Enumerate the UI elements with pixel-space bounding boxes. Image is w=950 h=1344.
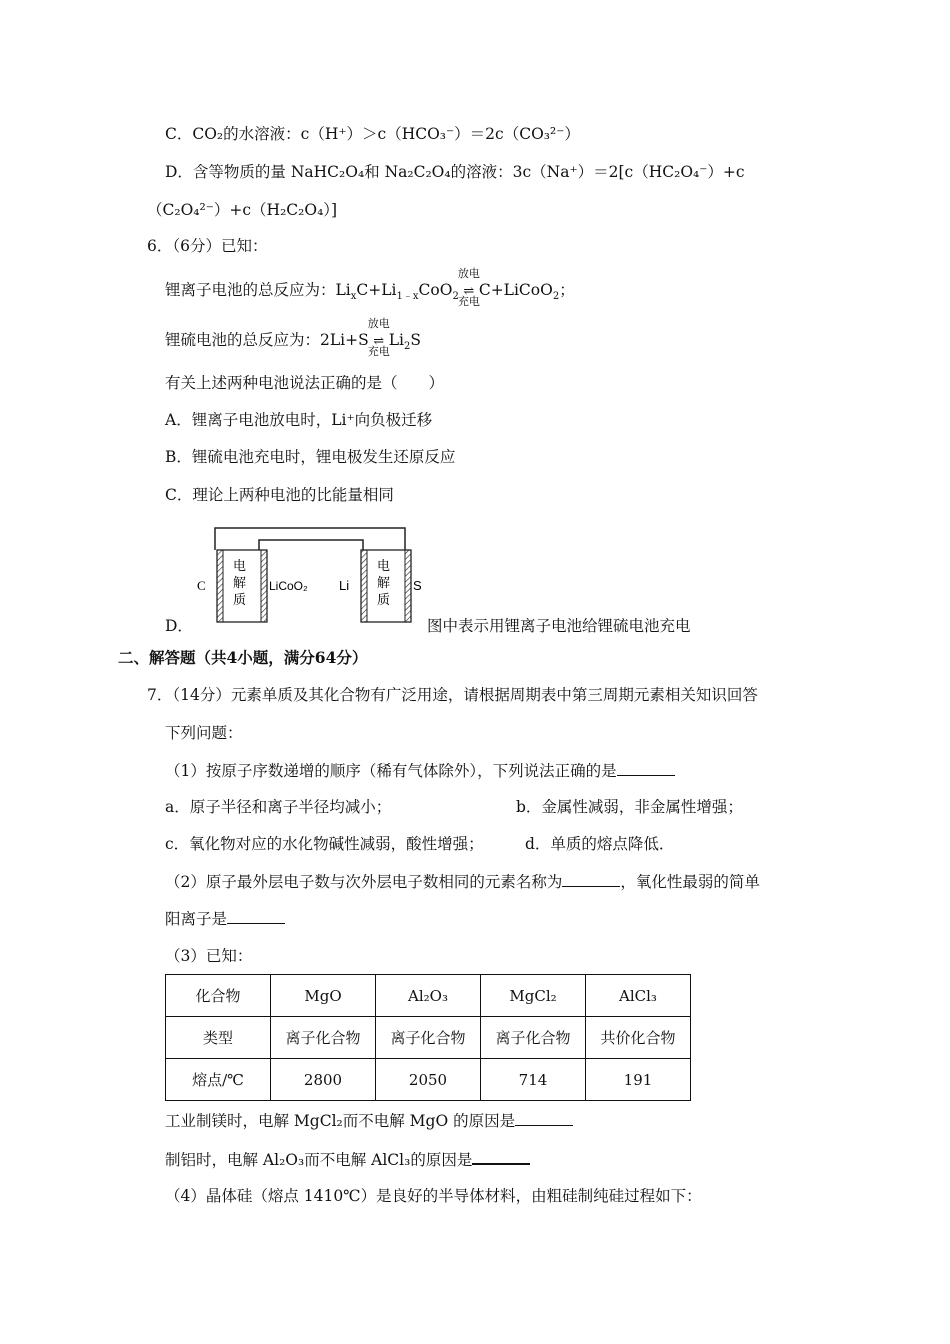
li-ion-sub-x: x [350, 291, 357, 303]
q7-part1-answer-blank[interactable] [617, 761, 675, 776]
q7-part2-text-a: （2）原子最外层电子数与次外层电子数相同的元素名称为 [165, 873, 563, 891]
q7-part4: （4）晶体硅（熔点 1410℃）是良好的半导体材料，由粗硅制纯硅过程如下： [165, 1187, 702, 1205]
q7-part3-al-text: 制铝时，电解 Al₂O₃而不电解 AlCl₃的原因是 [165, 1151, 473, 1169]
discharge-label: 放电 [457, 267, 480, 280]
q7-part3-al-blank[interactable] [472, 1149, 530, 1165]
q7-part2-text-c: 阳离子是 [165, 910, 228, 928]
li-ion-li: Li [335, 281, 351, 299]
q7-part1-c: c．氧化物对应的水化物碱性减弱，酸性增强； [165, 835, 484, 853]
table-cell: AlCl₃ [586, 975, 691, 1017]
table-cell: 离子化合物 [376, 1017, 481, 1059]
q7-part1 [165, 761, 675, 781]
q7-part2-line2 [165, 909, 285, 929]
left-electrode-c [217, 550, 223, 622]
table-row [166, 975, 691, 1017]
li-ion-sub-1x: 1﹣x [396, 291, 419, 303]
melting-point-table [165, 974, 691, 1101]
reversible-arrow-2 [367, 317, 390, 358]
table-cell: 化合物 [166, 975, 271, 1017]
table-cell: 离子化合物 [271, 1017, 376, 1059]
q7-part1-text: （1）按原子序数递增的顺序（稀有气体除外），下列说法正确的是 [165, 762, 617, 780]
label-li: Li [339, 578, 350, 593]
outer-wire [215, 528, 405, 550]
label-c: C [197, 578, 206, 593]
table-cell: 离子化合物 [481, 1017, 586, 1059]
q6-li-s-reaction [165, 317, 421, 358]
table-cell: MgO [271, 975, 376, 1017]
li-ion-coo: CoO [418, 281, 453, 299]
li-s-product: Li [388, 331, 404, 349]
table-cell: Al₂O₃ [376, 975, 481, 1017]
q7-part3-mg-text: 工业制镁时，电解 MgCl₂而不电解 MgO 的原因是 [165, 1112, 516, 1130]
right-electrode-li [361, 550, 367, 622]
table-cell: 类型 [166, 1017, 271, 1059]
left-electrode-licoo2 [261, 550, 267, 622]
q5-option-d-line1: D．含等物质的量 NaHC₂O₄和 Na₂C₂O₄的溶液：3c（Na⁺）＝2[c（HC₂O₄⁻）+c [165, 163, 745, 181]
equilibrium-arrow-icon-2: ⇌ [373, 334, 385, 349]
q6-option-a: A．锂离子电池放电时，Li⁺向负极迁移 [165, 411, 433, 429]
q6-li-ion-reaction [165, 267, 575, 308]
q6-option-d-label: D． [165, 617, 193, 635]
q7-part3-al [165, 1149, 530, 1170]
li-s-prefix: 锂硫电池的总反应为：2Li+S [165, 331, 369, 349]
electrolyte-left-3: 质 [233, 593, 247, 608]
label-s: S [413, 578, 422, 593]
q7-part2-blank-2[interactable] [227, 909, 285, 924]
table-row [166, 1059, 691, 1101]
q7-part1-d: d．单质的熔点降低． [525, 835, 675, 853]
li-ion-sub-2: 2 [452, 291, 459, 303]
li-ion-prefix: 锂离子电池的总反应为： [165, 281, 336, 299]
q6-option-b: B．锂硫电池充电时，锂电极发生还原反应 [165, 448, 456, 466]
discharge-label-2: 放电 [367, 317, 390, 330]
table-row [166, 1017, 691, 1059]
q5-option-c: C．CO₂的水溶液：c（H⁺）＞c（HCO₃⁻）＝2c（CO₃²⁻） [165, 125, 580, 143]
electrolyte-left-2: 解 [233, 576, 247, 591]
equilibrium-arrow-icon: ⇌ [463, 284, 475, 299]
table-cell: 共价化合物 [586, 1017, 691, 1059]
table-cell: 熔点/℃ [166, 1059, 271, 1101]
label-licoo2: LiCoO₂ [269, 579, 308, 593]
q5-option-d-line2: （C₂O₄²⁻）+c（H₂C₂O₄）] [147, 201, 338, 219]
table-cell: 714 [481, 1059, 586, 1101]
electrolyte-right-3: 质 [377, 593, 391, 608]
table-cell: 2800 [271, 1059, 376, 1101]
q7-part2-text-b: ，氧化性最弱的简单 [620, 873, 760, 891]
q6-option-d-text: 图中表示用锂离子电池给锂硫电池充电 [427, 617, 691, 635]
table-cell: 191 [586, 1059, 691, 1101]
q7-part2-line1 [165, 872, 760, 892]
electrolyte-right-1: 电 [377, 559, 391, 574]
q6-stem: 6．（6分）已知： [147, 237, 268, 255]
q7-part1-a: a．原子半径和离子半径均减小； [165, 798, 392, 816]
q7-part3-mg [165, 1111, 573, 1131]
q6-option-c: C．理论上两种电池的比能量相同 [165, 486, 394, 504]
q7-part1-b: b．金属性减弱，非金属性增强； [516, 798, 743, 816]
inner-wire [259, 540, 363, 550]
li-s-product-sub: 2 [403, 341, 411, 353]
q7-stem-line1: 7．（14分）元素单质及其化合物有广泛用途，请根据周期表中第三周期元素相关知识回答 [147, 686, 758, 704]
electrolyte-left-1: 电 [233, 559, 247, 574]
battery-diagram [195, 526, 422, 626]
table-cell: MgCl₂ [481, 975, 586, 1017]
q6-question: 有关上述两种电池说法正确的是（ ） [165, 374, 445, 392]
right-electrode-s [405, 550, 411, 622]
q7-part2-blank-1[interactable] [562, 872, 620, 887]
li-ion-mid: C+Li [356, 281, 397, 299]
li-ion-right-sub: 2 [552, 291, 560, 303]
li-s-product-end: S [410, 331, 421, 349]
li-ion-right: C+LiCoO [478, 281, 553, 299]
q7-part3: （3）已知： [165, 947, 253, 965]
reversible-arrow-1 [457, 267, 480, 308]
charge-label-2: 充电 [367, 345, 390, 358]
charge-label: 充电 [457, 295, 480, 308]
li-ion-end: ； [559, 281, 575, 299]
q7-stem-line2: 下列问题： [165, 724, 243, 742]
section-2-header: 二、解答题（共4小题，满分64分） [118, 648, 368, 667]
q7-part3-mg-blank[interactable] [515, 1111, 573, 1126]
electrolyte-right-2: 解 [377, 576, 391, 591]
table-cell: 2050 [376, 1059, 481, 1101]
